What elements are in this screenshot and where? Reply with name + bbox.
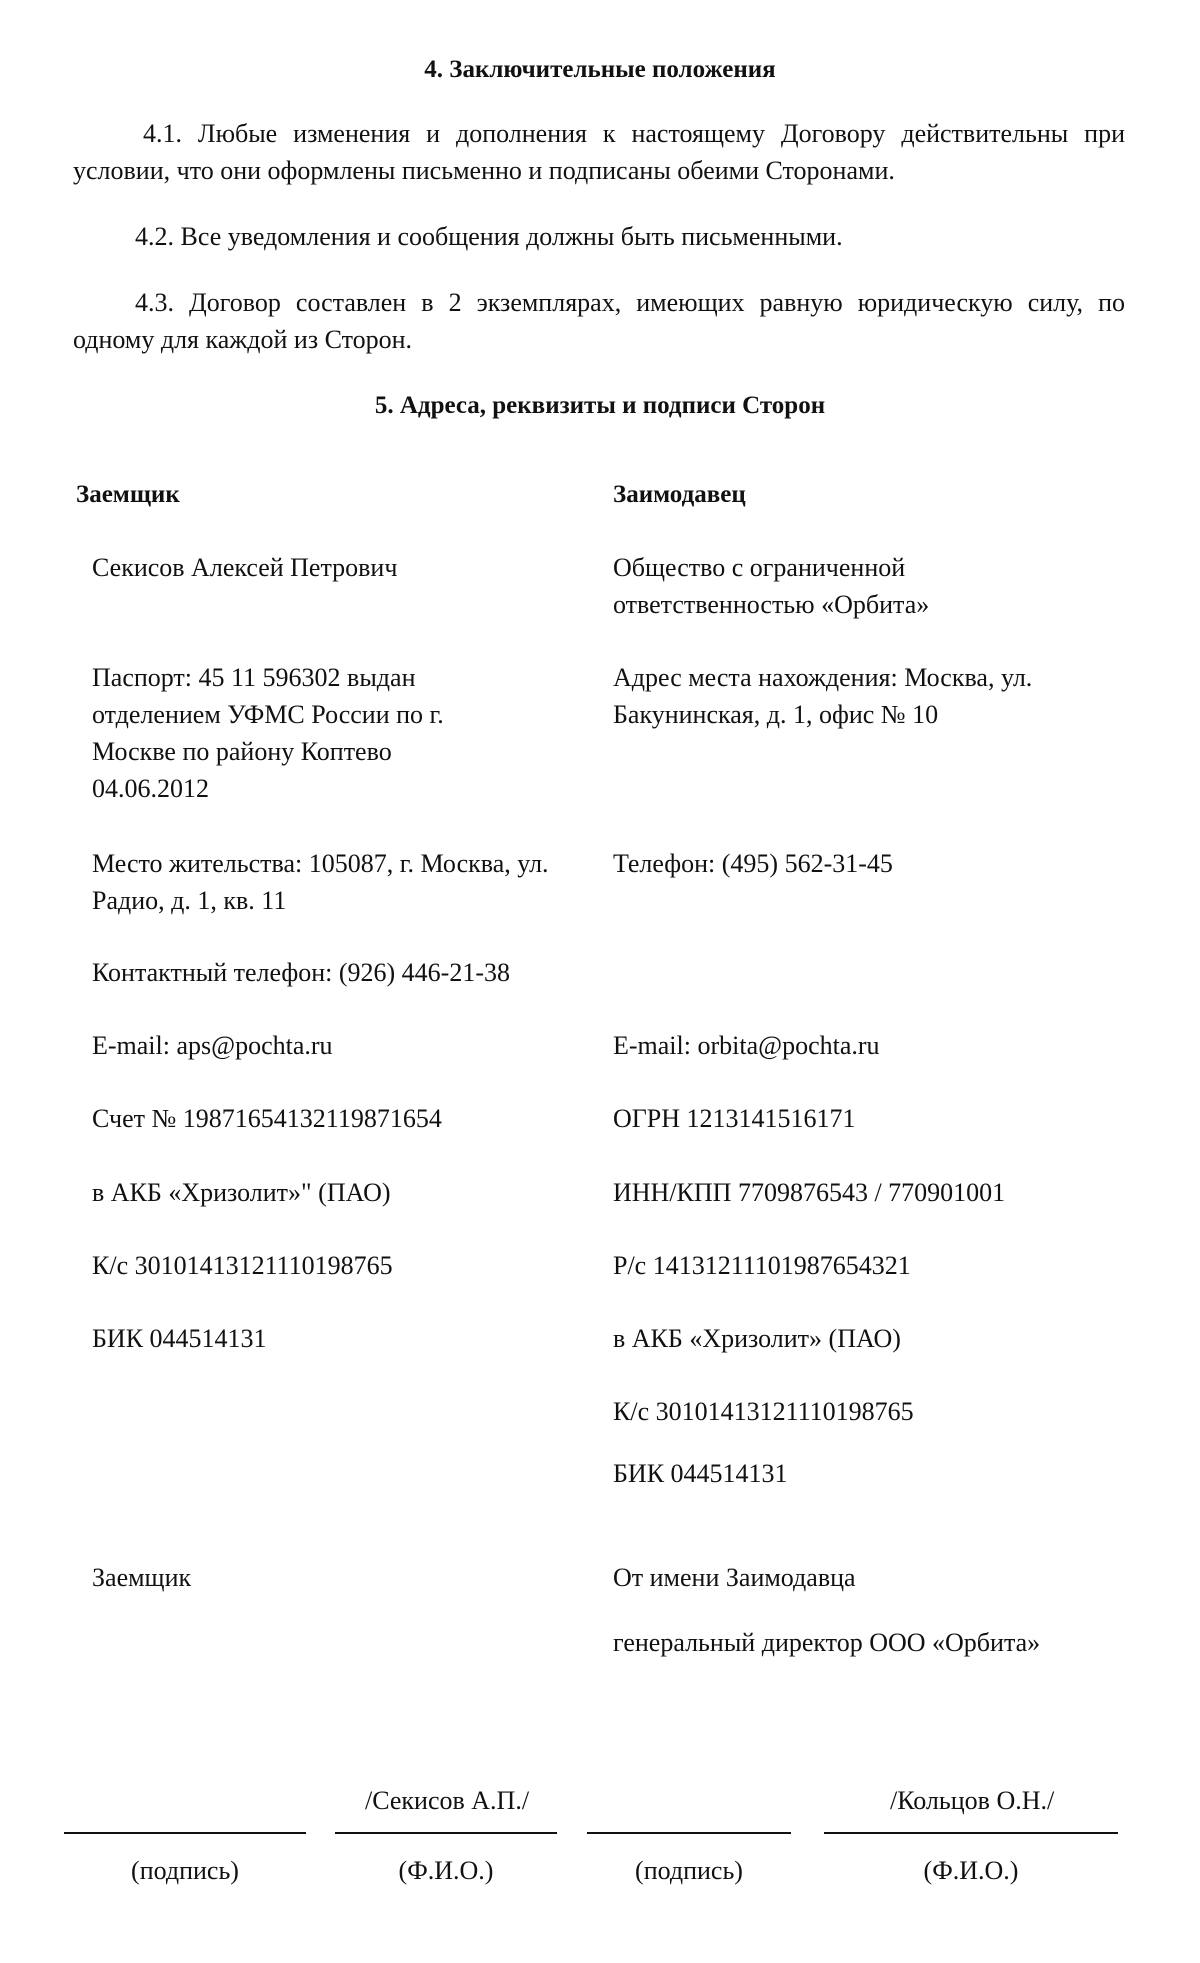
borrower-residence: Место жительства: 105087, г. Москва, ул. Радио, д. 1, кв. 11 (92, 849, 549, 915)
borrower-signature-caption: (подпись) (131, 1856, 239, 1885)
lender-bank: в АКБ «Хризолит» (ПАО) (613, 1324, 901, 1353)
section-5-title: 5. Адреса, реквизиты и подписи Сторон (374, 392, 826, 419)
lender-address: Адрес места нахождения: Москва, ул. Бакунинская, д. 1, офис № 10 (613, 663, 1033, 729)
lender-signature-label: От имени Заимодавца (613, 1563, 856, 1592)
borrower-fio-caption: (Ф.И.О.) (398, 1856, 494, 1885)
borrower-name: Секисов Алексей Петрович (92, 553, 398, 582)
section-4-title: 4. Заключительные положения (424, 56, 776, 83)
lender-signature-line (587, 1832, 791, 1834)
borrower-fio: /Секисов А.П./ (365, 1786, 530, 1815)
borrower-title: Заемщик (76, 481, 180, 508)
borrower-signature-label: Заемщик (92, 1563, 192, 1592)
borrower-account: Счет № 19871654132119871654 (92, 1104, 442, 1133)
lender-bik: БИК 044514131 (613, 1459, 788, 1488)
lender-phone: Телефон: (495) 562-31-45 (613, 849, 893, 878)
borrower-signature-line (64, 1832, 306, 1834)
lender-name: Общество с ограниченной ответственностью «Орбита» (613, 553, 930, 619)
lender-signature-caption: (подпись) (635, 1856, 743, 1885)
lender-fio-line (824, 1832, 1118, 1834)
lender-email: E-mail: orbita@pochta.ru (613, 1031, 880, 1060)
lender-account: Р/с 14131211101987654321 (613, 1251, 911, 1280)
borrower-fio-line (335, 1832, 557, 1834)
lender-signatory-position: генеральный директор ООО «Орбита» (613, 1628, 1041, 1657)
lender-inn-kpp: ИНН/КПП 7709876543 / 770901001 (613, 1178, 1006, 1207)
borrower-email: E-mail: aps@pochta.ru (92, 1031, 333, 1060)
lender-fio-caption: (Ф.И.О.) (923, 1856, 1019, 1885)
lender-ogrn: ОГРН 1213141516171 (613, 1104, 856, 1133)
borrower-bik: БИК 044514131 (92, 1324, 267, 1353)
lender-corr-account: К/с 30101413121110198765 (613, 1397, 914, 1426)
lender-title: Заимодавец (613, 481, 746, 508)
clause-4-1: 4.1. Любые изменения и дополнения к настоящему Договору действительны при условии, что они оформлены письменно и подписаны обеими Сторонами. (73, 119, 1125, 185)
lender-fio: /Кольцов О.Н./ (890, 1786, 1055, 1815)
borrower-phone: Контактный телефон: (926) 446-21-38 (92, 958, 510, 987)
borrower-corr-account: К/с 30101413121110198765 (92, 1251, 393, 1280)
borrower-bank: в АКБ «Хризолит»" (ПАО) (92, 1178, 391, 1207)
clause-4-3: 4.3. Договор составлен в 2 экземплярах, имеющих равную юридическую силу, по одному для каждой из Сторон. (73, 288, 1125, 354)
borrower-passport: Паспорт: 45 11 596302 выдан отделением УФМС России по г. Москве по району Коптево 04.06.2012 (92, 663, 444, 803)
clause-4-2: 4.2. Все уведомления и сообщения должны быть письменными. (135, 222, 843, 251)
